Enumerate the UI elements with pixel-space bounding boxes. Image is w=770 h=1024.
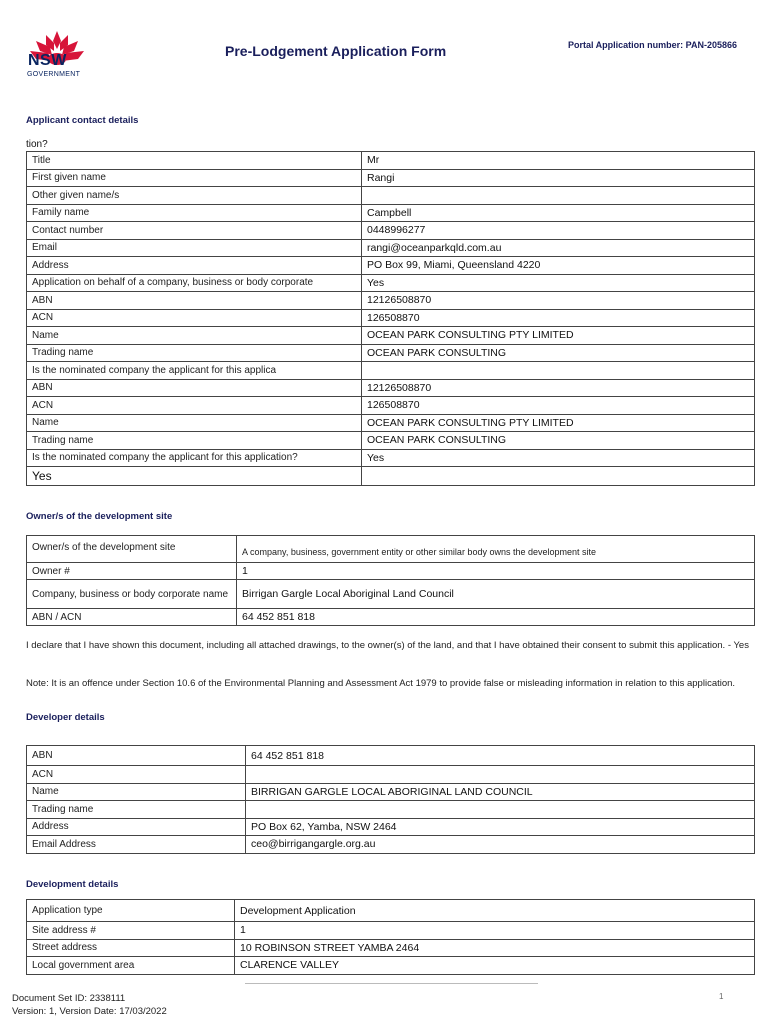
table-row xyxy=(27,292,755,310)
footer-divider xyxy=(245,983,538,984)
row-label: Street address xyxy=(27,939,235,957)
row-label: ACN xyxy=(27,397,362,415)
row-value: OCEAN PARK CONSULTING xyxy=(362,344,755,362)
table-row xyxy=(27,783,755,801)
row-value: OCEAN PARK CONSULTING PTY LIMITED xyxy=(362,327,755,345)
row-value: OCEAN PARK CONSULTING PTY LIMITED xyxy=(362,414,755,432)
table-row xyxy=(27,449,755,467)
applicant-table xyxy=(26,151,755,486)
row-label: Email Address xyxy=(27,836,246,854)
table-row xyxy=(27,152,755,170)
row-value: A company, business, government entity or other similar body owns the development site xyxy=(237,536,755,563)
cut-off-text: tion? xyxy=(26,139,48,150)
developer-section-title: Developer details xyxy=(26,712,105,723)
owners-section-title: Owner/s of the development site xyxy=(26,511,173,522)
row-label: Is the nominated company the applicant for this applica xyxy=(27,362,362,380)
row-label: First given name xyxy=(27,169,362,187)
table-row xyxy=(27,379,755,397)
table-row xyxy=(27,327,755,345)
table-row xyxy=(27,766,755,784)
row-label: ABN xyxy=(27,746,246,766)
portal-application-number: Portal Application number: PAN-205866 xyxy=(568,40,738,50)
table-row xyxy=(27,746,755,766)
table-row xyxy=(27,414,755,432)
row-label: Is the nominated company the applicant for this application? xyxy=(27,449,362,467)
row-value: rangi@oceanparkqld.com.au xyxy=(362,239,755,257)
table-row xyxy=(27,309,755,327)
table-row xyxy=(27,204,755,222)
row-label: Trading name xyxy=(27,432,362,450)
table-row xyxy=(27,801,755,819)
row-value: Rangi xyxy=(362,169,755,187)
table-row xyxy=(27,922,755,940)
row-value: CLARENCE VALLEY xyxy=(235,957,755,975)
owners-table xyxy=(26,535,755,626)
development-table xyxy=(26,899,755,975)
row-label: ABN xyxy=(27,292,362,310)
row-label: ABN / ACN xyxy=(27,609,237,626)
row-value xyxy=(362,187,755,205)
page-title: Pre-Lodgement Application Form xyxy=(225,43,447,59)
nsw-logo-word: NSW xyxy=(28,52,67,69)
row-value xyxy=(362,362,755,380)
row-label: Owner/s of the development site xyxy=(27,536,237,563)
document-set-id: Document Set ID: 2338111 xyxy=(12,993,126,1004)
table-row xyxy=(27,939,755,957)
row-value: Yes xyxy=(362,449,755,467)
table-row xyxy=(27,257,755,275)
row-label: Family name xyxy=(27,204,362,222)
table-row xyxy=(27,467,755,486)
row-value: Yes xyxy=(362,274,755,292)
row-label: Application type xyxy=(27,900,235,922)
row-value: 0448996277 xyxy=(362,222,755,240)
row-label: Other given name/s xyxy=(27,187,362,205)
developer-table xyxy=(26,745,755,854)
row-label: ACN xyxy=(27,309,362,327)
row-label: Owner # xyxy=(27,563,237,580)
row-value: 126508870 xyxy=(362,309,755,327)
row-value: 64 452 851 818 xyxy=(237,609,755,626)
row-value: 1 xyxy=(237,563,755,580)
table-row xyxy=(27,187,755,205)
row-label: Trading name xyxy=(27,801,246,819)
table-row xyxy=(27,536,755,563)
table-row xyxy=(27,818,755,836)
table-row xyxy=(27,836,755,854)
offence-note: Note: It is an offence under Section 10.6 of the Environmental Planning and Assessment Act 1979 to provide false or misleading information in relation to this application. xyxy=(26,678,736,689)
table-row xyxy=(27,344,755,362)
row-label: Name xyxy=(27,783,246,801)
row-value: 12126508870 xyxy=(362,379,755,397)
row-value: 64 452 851 818 xyxy=(246,746,755,766)
row-value: OCEAN PARK CONSULTING xyxy=(362,432,755,450)
row-value: 12126508870 xyxy=(362,292,755,310)
table-row xyxy=(27,239,755,257)
owner-declaration: I declare that I have shown this document, including all attached drawings, to the owner(s) of the land, and that I have obtained their consent to submit this application. - Yes xyxy=(26,640,749,651)
version-info: Version: 1, Version Date: 17/03/2022 xyxy=(12,1006,167,1017)
row-label: Site address # xyxy=(27,922,235,940)
development-section-title: Development details xyxy=(26,879,119,890)
row-label: ACN xyxy=(27,766,246,784)
row-value: Mr xyxy=(362,152,755,170)
row-label: Company, business or body corporate name xyxy=(27,580,237,609)
row-value: Birrigan Gargle Local Aboriginal Land Council xyxy=(237,580,755,609)
row-label: Address xyxy=(27,257,362,275)
page-number: 1 xyxy=(719,992,724,1001)
row-label: ABN xyxy=(27,379,362,397)
government-logo-word: GOVERNMENT xyxy=(27,71,81,78)
row-label: Email xyxy=(27,239,362,257)
row-value: Development Application xyxy=(235,900,755,922)
row-value xyxy=(362,467,755,486)
row-label: Trading name xyxy=(27,344,362,362)
row-value: ceo@birrigangargle.org.au xyxy=(246,836,755,854)
table-row xyxy=(27,957,755,975)
table-row xyxy=(27,563,755,580)
row-value: 1 xyxy=(235,922,755,940)
row-value: Campbell xyxy=(362,204,755,222)
row-label: Application on behalf of a company, business or body corporate xyxy=(27,274,362,292)
row-label: Contact number xyxy=(27,222,362,240)
row-value: 126508870 xyxy=(362,397,755,415)
row-label: Yes xyxy=(27,467,362,486)
row-value: 10 ROBINSON STREET YAMBA 2464 xyxy=(235,939,755,957)
table-row xyxy=(27,609,755,626)
row-label: Address xyxy=(27,818,246,836)
row-value xyxy=(246,801,755,819)
table-row xyxy=(27,397,755,415)
row-value: BIRRIGAN GARGLE LOCAL ABORIGINAL LAND COUNCIL xyxy=(246,783,755,801)
table-row xyxy=(27,900,755,922)
table-row xyxy=(27,580,755,609)
row-label: Title xyxy=(27,152,362,170)
table-row xyxy=(27,362,755,380)
row-label: Local government area xyxy=(27,957,235,975)
row-value: PO Box 99, Miami, Queensland 4220 xyxy=(362,257,755,275)
row-label: Name xyxy=(27,414,362,432)
table-row xyxy=(27,432,755,450)
applicant-section-title: Applicant contact details xyxy=(26,115,139,126)
row-value: PO Box 62, Yamba, NSW 2464 xyxy=(246,818,755,836)
table-row xyxy=(27,169,755,187)
table-row xyxy=(27,222,755,240)
table-row xyxy=(27,274,755,292)
row-value xyxy=(246,766,755,784)
row-label: Name xyxy=(27,327,362,345)
